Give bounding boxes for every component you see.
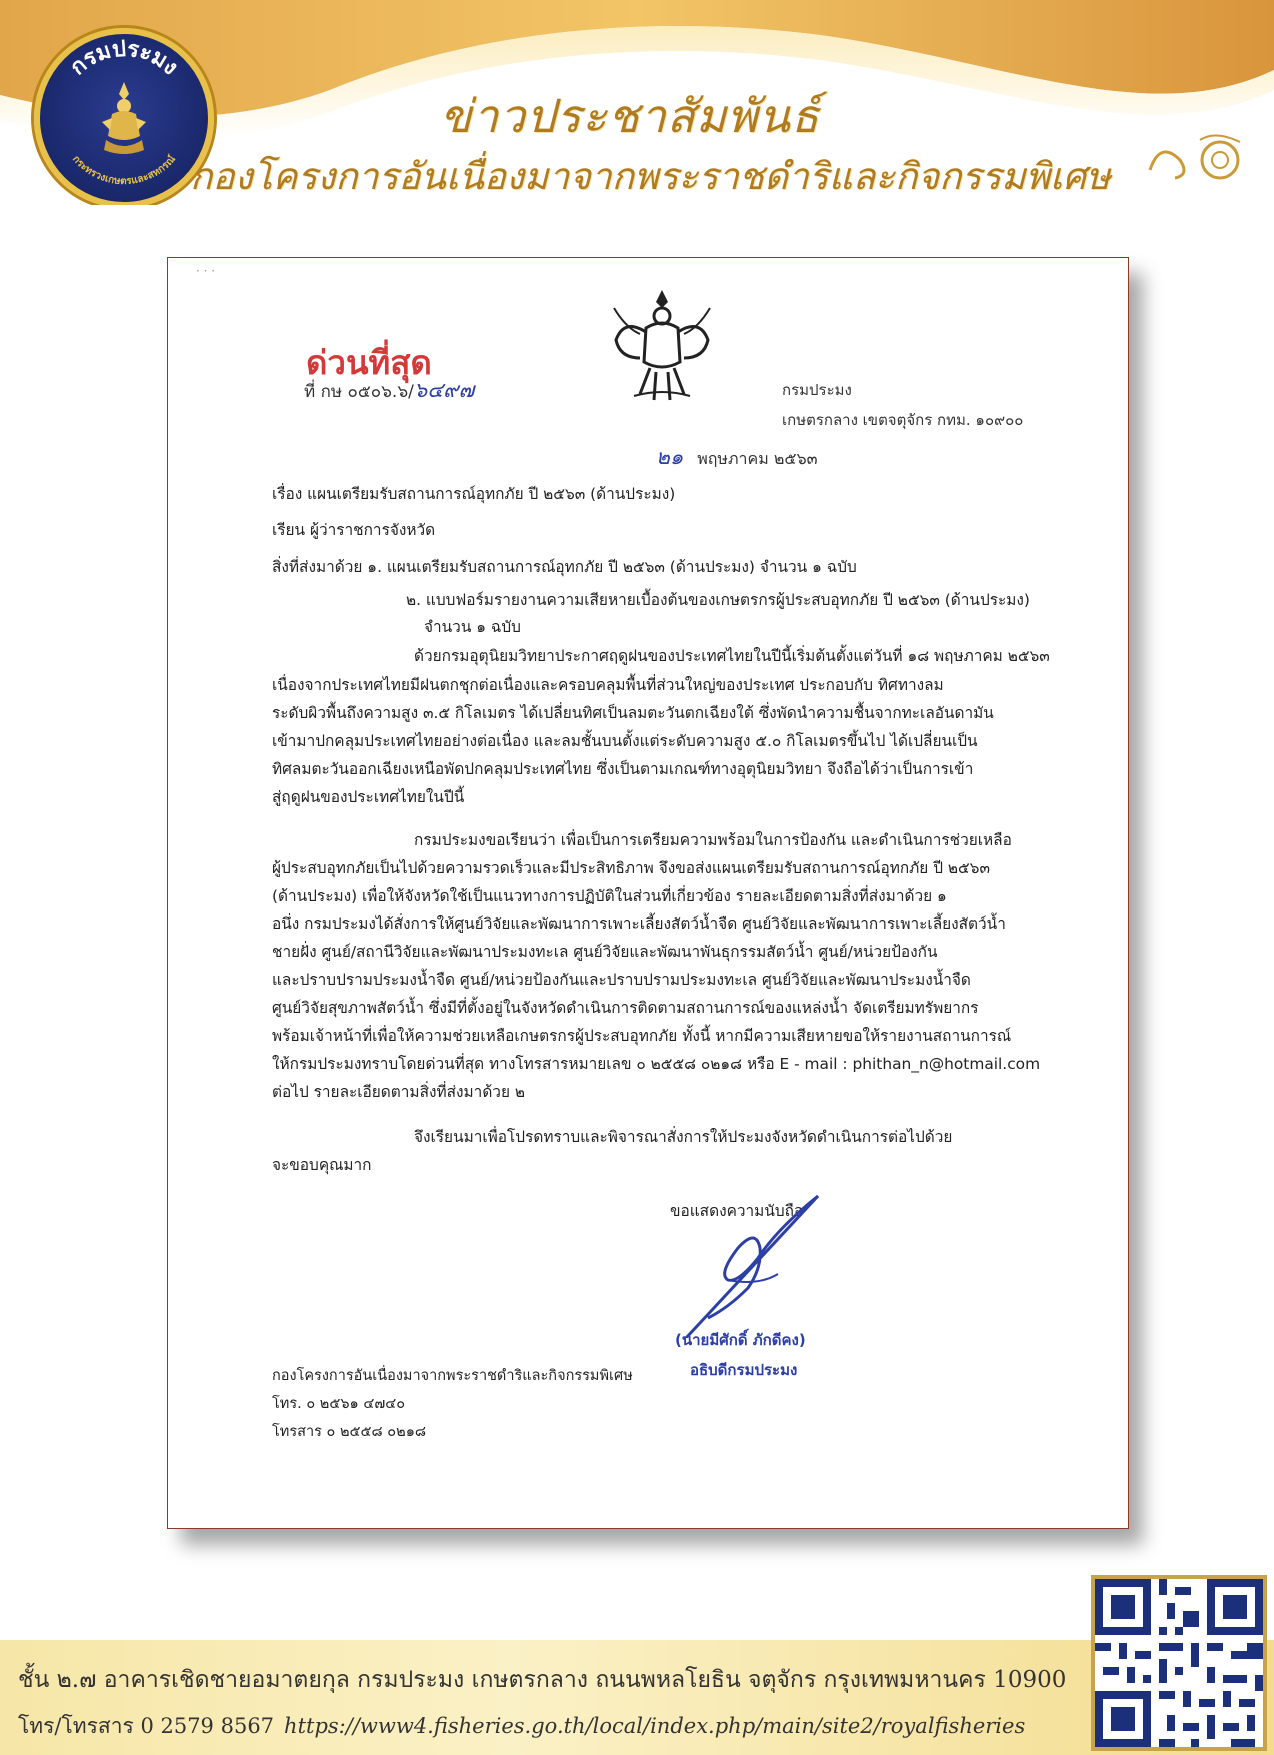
footer-address: ชั้น ๒.๗ อาคารเชิดชายอมาตยกุล กรมประมง เกษตรกลาง ถนนพหลโยธิน จตุจักร กรุงเทพมหานคร 10900 [18,1667,1067,1693]
document-number-prefix: ที่ กษ ๐๕๐๖.๖/ [304,382,414,402]
office-name: กองโครงการอันเนื่องมาจากพระราชดำริและกิจกรรมพิเศษ [272,1368,633,1384]
letter-date [656,441,818,474]
footer-url-link[interactable]: https://www4.fisheries.go.th/local/index.php/main/site2/royalfisheries [284,1714,1026,1738]
para2-line: (ด้านประมง) เพื่อให้จังหวัดใช้เป็นแนวทางการปฏิบัติในส่วนที่เกี่ยวข้อง รายละเอียดตามสิ่งที่ส่งมาด้วย ๑ [272,887,947,905]
para3-line: จะขอบคุณมาก [272,1156,372,1174]
para2-line: พร้อมเจ้าหน้าที่เพื่อให้ความช่วยเหลือเกษตรกรผู้ประสบอุทกภัย ทั้งนี้ หากมีความเสียหายขอให้รายงานสถานการณ์ [272,1027,1012,1045]
document-number [304,374,474,407]
sender-agency: กรมประมง [782,381,852,399]
footer-phone-fax: โทร/โทรสาร 0 2579 8567 [18,1714,275,1738]
enclosure-2b: จำนวน ๑ ฉบับ [424,618,521,636]
official-letter [167,257,1129,1529]
office-phone: โทร. ๐ ๒๕๖๑ ๔๗๔๐ [272,1396,406,1412]
para2-line: ผู้ประสบอุทกภัยเป็นไปด้วยความรวดเร็วและมีประสิทธิภาพ จึงขอส่งแผนเตรียมรับสถานการณ์อุทกภัย ปี ๒๕๖๓ [272,859,990,877]
footer-bar [0,1640,1274,1755]
document-number-handwritten: ๖๔๙๗ [413,378,475,402]
signer-name: (นายมีศักดิ์ ภักดีคง) [675,1331,806,1349]
department-seal-logo [34,28,214,205]
para2-line: และปราบปรามประมงน้ำจืด ศูนย์/หน่วยป้องกันและปราบปรามประมงทะเล ศูนย์วิจัยและพัฒนาประมงน้ำจืด [272,971,971,989]
para2-line: ให้กรมประมงทราบโดยด่วนที่สุด ทางโทรสารหมายเลข ๐ ๒๕๕๘ ๐๒๑๘ หรือ E - mail : phithan_n@hotmail.com [272,1055,1041,1073]
royal-anniversary-emblem-icon [1140,130,1260,190]
header-title: ข่าวประชาสัมพันธ์ [440,89,821,143]
header-banner [0,0,1274,205]
svg-text:กรมประมง: กรมประมง [65,36,183,81]
para2-line: ชายฝั่ง ศูนย์/สถานีวิจัยและพัฒนาประมงทะเล ศูนย์วิจัยและพัฒนาพันธุกรรมสัตว์น้ำ ศูนย์/หน่วยป้องกัน [272,943,938,961]
enclosure-1: สิ่งที่ส่งมาด้วย ๑. แผนเตรียมรับสถานการณ์อุทกภัย ปี ๒๕๖๓ (ด้านประมง) จำนวน ๑ ฉบับ [272,558,857,576]
para1-line: ทิศลมตะวันออกเฉียงเหนือพัดปกคลุมประเทศไทย ซึ่งเป็นตามเกณฑ์ทางอุตุนิยมวิทยา จึงถือได้ว่าเป็นการเข้า [272,760,974,778]
header-subtitle: กองโครงการอันเนื่องมาจากพระราชดำริและกิจกรรมพิเศษ [190,155,1111,198]
deity-emblem-icon [94,78,154,158]
date-month-year: พฤษภาคม ๒๕๖๓ [697,449,818,468]
para3-line: จึงเรียนมาเพื่อโปรดทราบและพิจารณาสั่งการให้ประมงจังหวัดดำเนินการต่อไปด้วย [414,1128,953,1146]
qr-code-icon [1095,1579,1263,1747]
para1-line: ระดับผิวพื้นถึงความสูง ๓.๕ กิโลเมตร ได้เปลี่ยนทิศเป็นลมตะวันตกเฉียงใต้ ซึ่งพัดนำความชื้นจากทะเลอันดามัน [272,704,994,722]
date-day-handwritten: ๒๑ [656,445,684,469]
letter-subject: เรื่อง แผนเตรียมรับสถานการณ์อุทกภัย ปี ๒๕๖๓ (ด้านประมง) [272,485,676,503]
svg-text:กระทรวงเกษตรและสหกรณ์: กระทรวงเกษตรและสหกรณ์ [69,153,179,188]
para2-line: กรมประมงขอเรียนว่า เพื่อเป็นการเตรียมความพร้อมในการป้องกัน และดำเนินการช่วยเหลือ [414,831,1012,849]
qr-code[interactable] [1091,1575,1267,1751]
garuda-emblem-icon [610,288,714,404]
sender-address: เกษตรกลาง เขตจตุจักร กทม. ๑๐๙๐๐ [782,411,1024,429]
letter-recipient: เรียน ผู้ว่าราชการจังหวัด [272,521,436,539]
para1-line: สู่ฤดูฝนของประเทศไทยในปีนี้ [272,788,465,806]
enclosure-2a: ๒. แบบฟอร์มรายงานความเสียหายเบื้องต้นของเกษตรกรผู้ประสบอุทกภัย ปี ๒๕๖๓ (ด้านประมง) [406,591,1030,609]
para1-line: เนื่องจากประเทศไทยมีฝนตกชุกต่อเนื่องและครอบคลุมพื้นที่ส่วนใหญ่ของประเทศ ประกอบกับ ทิศทางลม [272,676,944,694]
para2-line: ศูนย์วิจัยสุขภาพสัตว์น้ำ ซึ่งมีที่ตั้งอยู่ในจังหวัดดำเนินการติดตามสถานการณ์ของแหล่งน้ำ จัดเตรียมทรัพยากร [272,999,979,1017]
para2-line: อนึ่ง กรมประมงได้สั่งการให้ศูนย์วิจัยและพัฒนาการเพาะเลี้ยงสัตว์น้ำจืด ศูนย์วิจัยและพัฒนาการเพาะเลี้ยงสัตว์น้ำ [272,915,1006,933]
handwritten-signature [668,1188,828,1338]
paper-speck: · · · [196,264,216,278]
para2-line: ต่อไป รายละเอียดตามสิ่งที่ส่งมาด้วย ๒ [272,1083,526,1101]
footer-contact [18,1710,1025,1743]
urgent-stamp: ด่วนที่สุด [306,343,432,382]
office-fax: โทรสาร ๐ ๒๕๕๘ ๐๒๑๘ [272,1424,427,1440]
signer-title: อธิบดีกรมประมง [690,1361,798,1379]
closing-phrase: ขอแสดงความนับถือ [670,1202,804,1220]
para1-line: เข้ามาปกคลุมประเทศไทยอย่างต่อเนื่อง และลมชั้นบนตั้งแต่ระดับความสูง ๕.๐ กิโลเมตรขึ้นไป ได้เปลี่ยนเป็น [272,732,978,750]
para1-line: ด้วยกรมอุตุนิยมวิทยาประกาศฤดูฝนของประเทศไทยในปีนี้เริ่มต้นตั้งแต่วันที่ ๑๘ พฤษภาคม ๒๕๖๓ [414,647,1050,665]
